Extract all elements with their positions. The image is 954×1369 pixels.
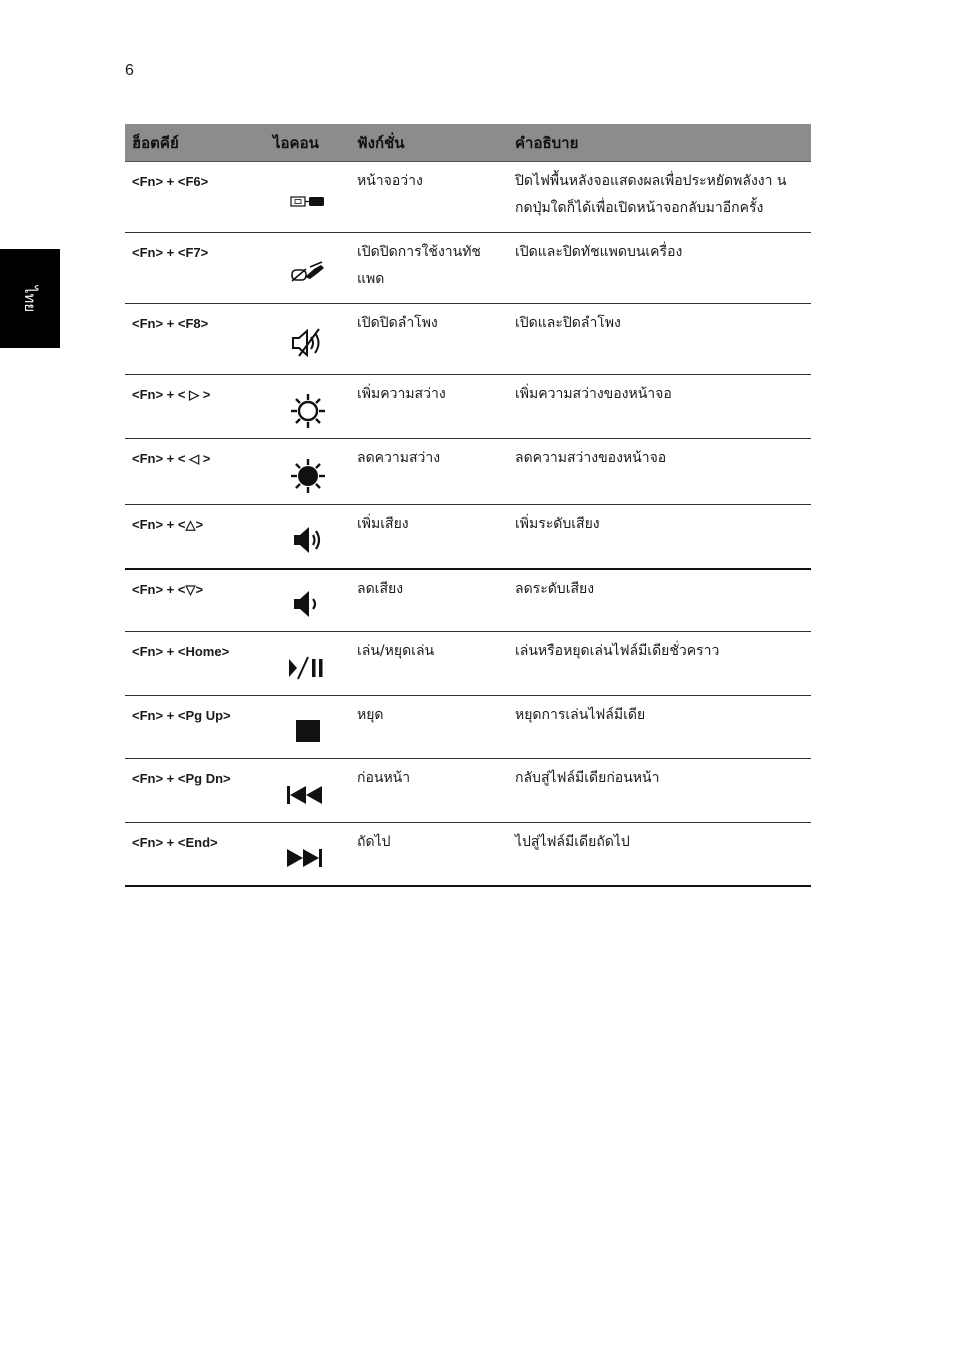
table-header-row [125,124,811,162]
function-cell: เปิดปิดลำโพง [350,304,508,375]
function-cell: ลดเสียง [350,569,508,632]
page-number: 6 [125,62,134,79]
display-off-icon [288,191,328,211]
table-row [125,162,811,233]
description-cell: เพิ่มความสว่างของหน้าจอ [508,375,811,439]
function-cell: ก่อนหน้า [350,759,508,823]
hotkey-cell: <Fn> + <F7> [125,233,266,304]
header-icon: ไอคอน [266,124,350,162]
description-cell: กลับสู่ไฟล์มีเดียก่อนหน้า [508,759,811,823]
table-row [125,439,811,505]
next-track-icon [285,845,331,871]
hotkey-cell: <Fn> + <End> [125,823,266,886]
table-row [125,375,811,439]
description-cell: หยุดการเล่นไฟล์มีเดีย [508,696,811,759]
function-cell: เพิ่มความสว่าง [350,375,508,439]
play-pause-icon [286,653,330,683]
hotkey-cell: <Fn> + <△> [125,505,266,569]
description-cell: ลดระดับเสียง [508,569,811,632]
hotkey-cell: <Fn> + <Home> [125,632,266,696]
function-cell: เปิดปิดการใช้งานทัชแพด [350,233,508,304]
hotkey-table [125,124,811,887]
table-row [125,823,811,886]
function-cell: เพิ่มเสียง [350,505,508,569]
table-row [125,505,811,569]
description-cell: เปิดและปิดลำโพง [508,304,811,375]
hotkey-cell: <Fn> + < ◁ > [125,439,266,505]
table-row [125,304,811,375]
description-cell: เปิดและปิดทัชแพดบนเครื่อง [508,233,811,304]
function-cell: ลดความสว่าง [350,439,508,505]
touchpad-toggle-icon [288,259,328,285]
volume-down-icon [288,587,328,621]
description-cell: เล่นหรือหยุดเล่นไฟล์มีเดียชั่วคราว [508,632,811,696]
description-cell: ปิดไฟพื้นหลังจอแสดงผลเพื่อประหยัดพลังงา น กดปุ่มใดก็ได้เพื่อเปิดหน้าจอกลับมาอีกครั้ง [508,162,811,233]
table-row [125,569,811,632]
hotkey-cell: <Fn> + <Pg Up> [125,696,266,759]
hotkey-cell: <Fn> + < ▷ > [125,375,266,439]
header-hotkey: ฮ็อตคีย์ [125,124,266,162]
table-row [125,696,811,759]
brightness-down-icon [288,456,328,496]
hotkey-cell: <Fn> + <F8> [125,304,266,375]
header-function: ฟังก์ชั่น [350,124,508,162]
hotkey-cell: <Fn> + <▽> [125,569,266,632]
description-cell: ไปสู่ไฟล์มีเดียถัดไป [508,823,811,886]
header-description: คำอธิบาย [508,124,811,162]
language-side-tab [0,249,60,348]
speaker-toggle-icon [288,326,328,360]
stop-icon [288,716,328,746]
function-cell: หน้าจอว่าง [350,162,508,233]
function-cell: ถัดไป [350,823,508,886]
table-row [125,233,811,304]
language-label: ไทย [21,285,39,312]
table-row [125,759,811,823]
table-row [125,632,811,696]
hotkey-cell: <Fn> + <Pg Dn> [125,759,266,823]
description-cell: ลดความสว่างของหน้าจอ [508,439,811,505]
brightness-up-icon [288,391,328,431]
function-cell: เล่น/หยุดเล่น [350,632,508,696]
hotkey-cell: <Fn> + <F6> [125,162,266,233]
previous-track-icon [285,782,331,808]
function-cell: หยุด [350,696,508,759]
volume-up-icon [288,523,328,557]
description-cell: เพิ่มระดับเสียง [508,505,811,569]
